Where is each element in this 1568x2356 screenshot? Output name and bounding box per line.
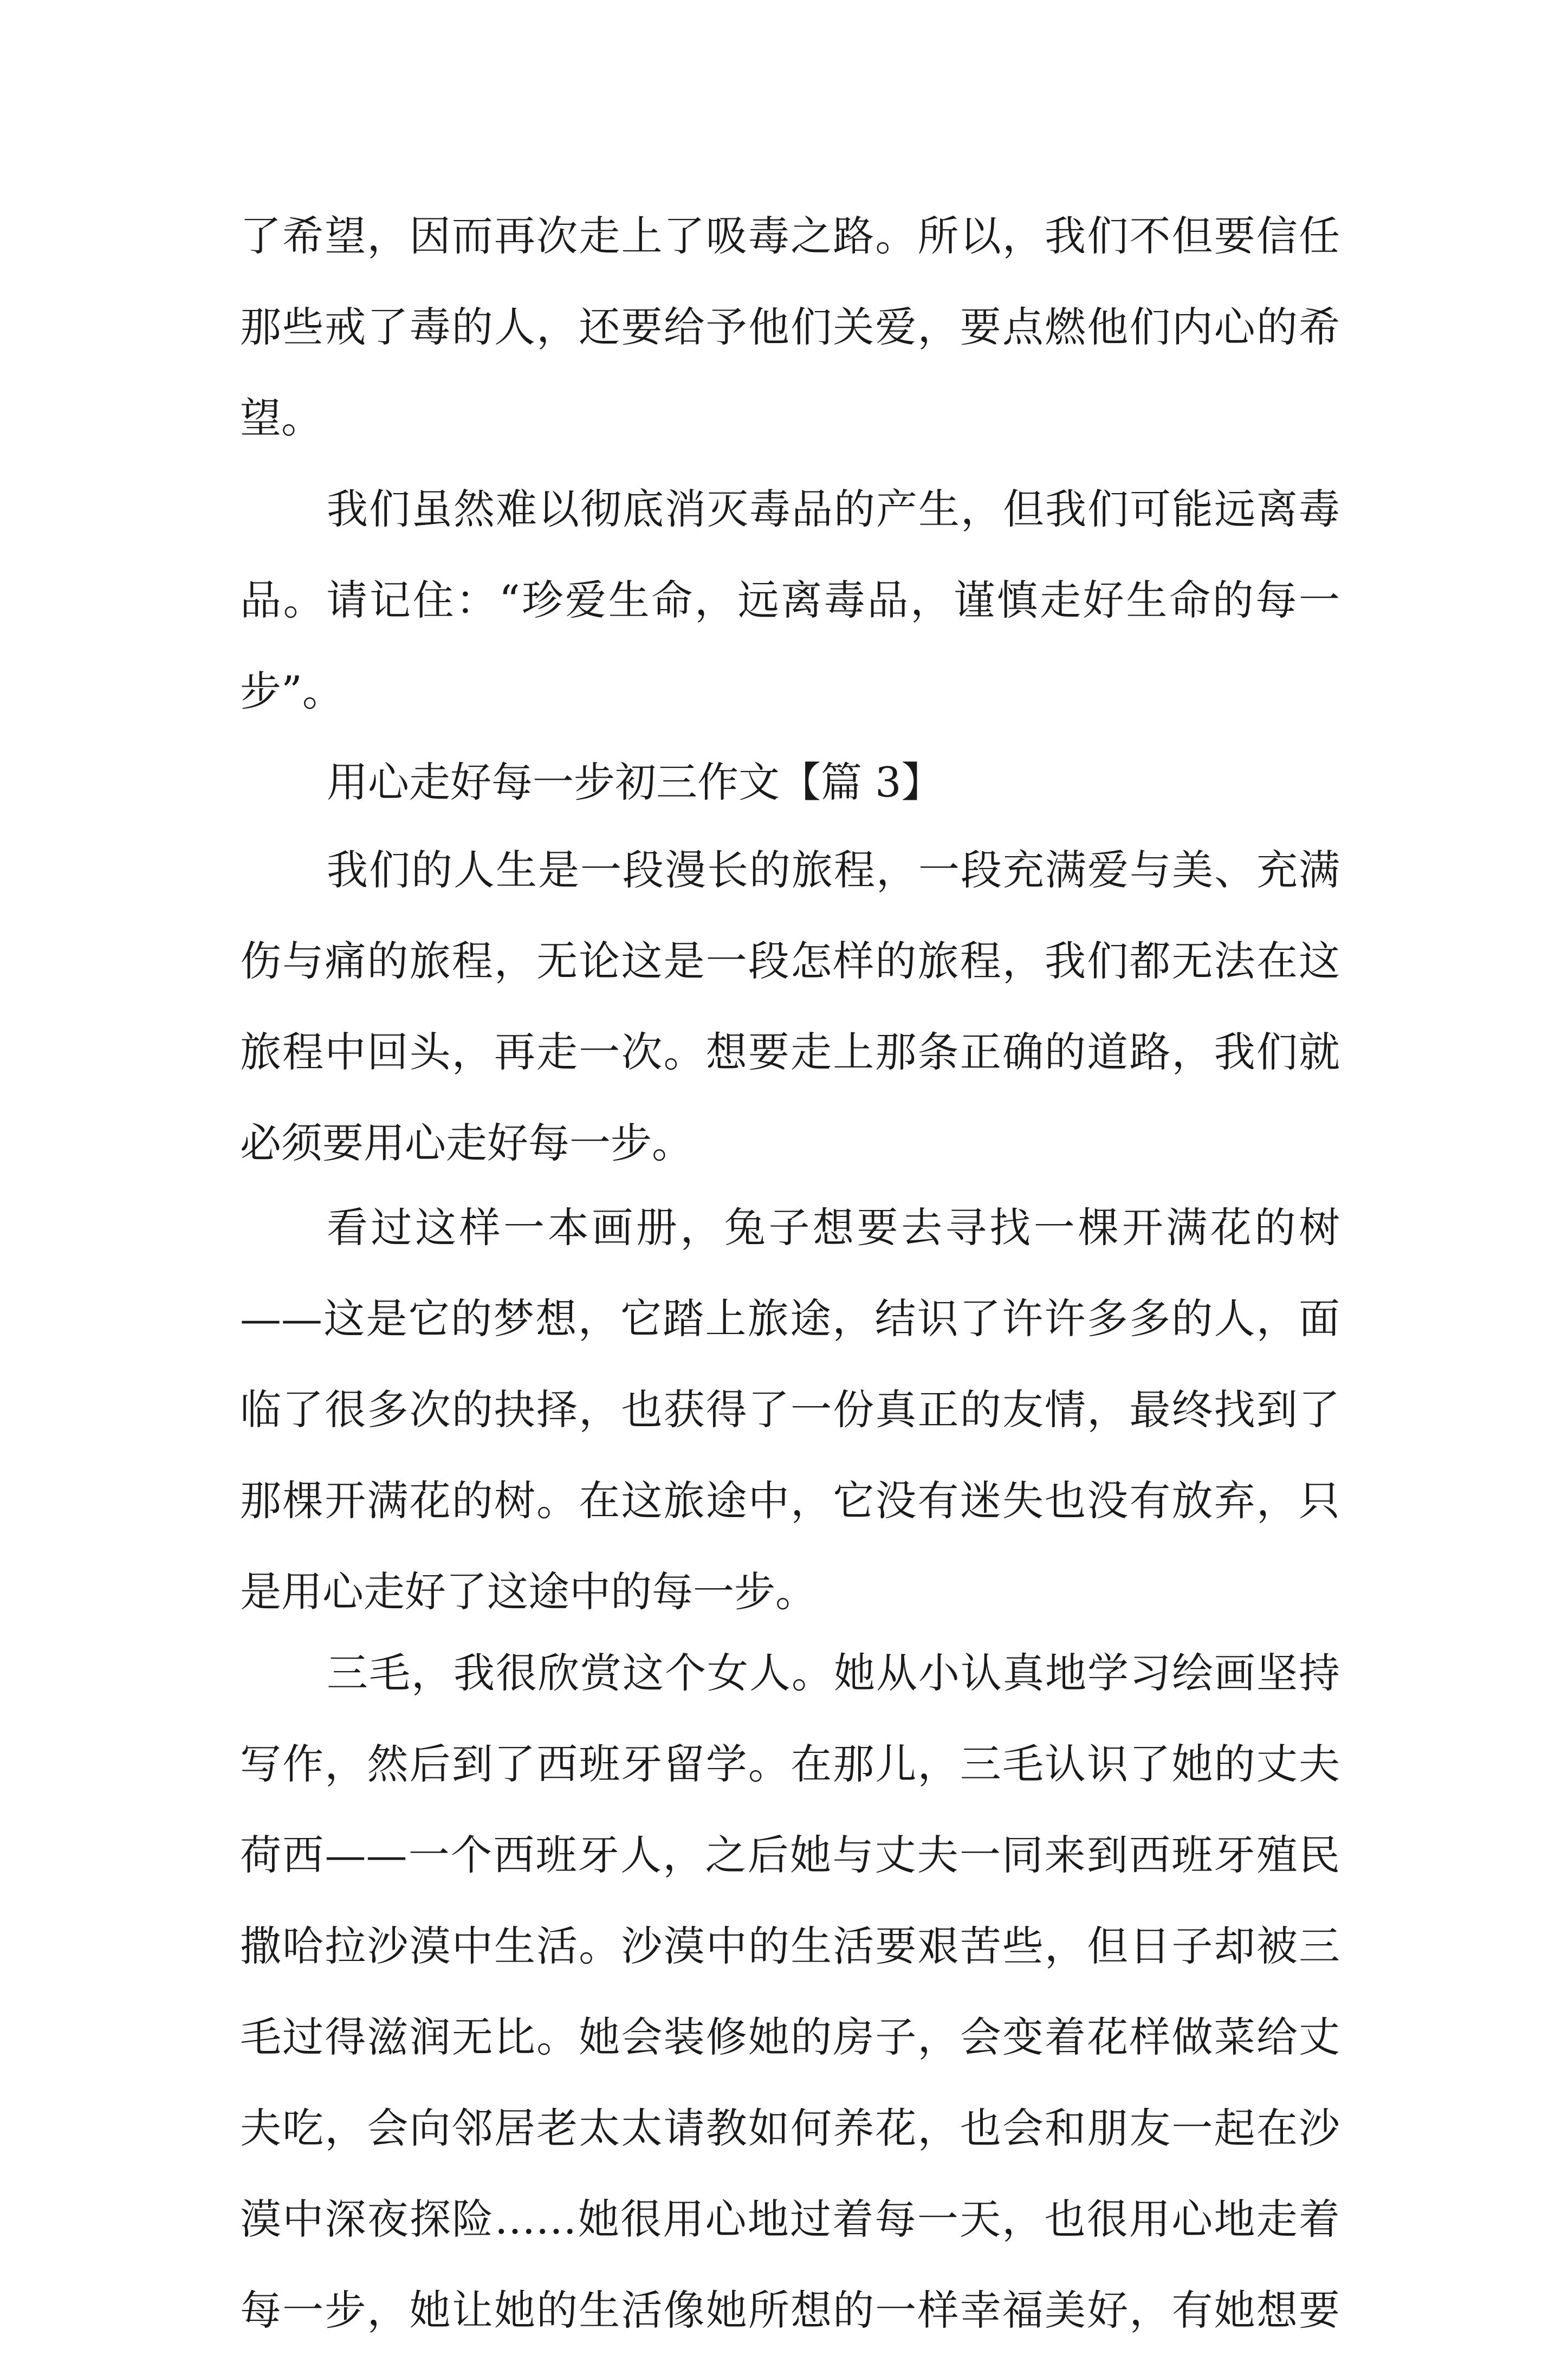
text-line: 临了很多次的抉择，也获得了一份真正的友情，最终找到了 [240,1386,1340,1434]
text-line: 望。 [240,394,322,442]
text-line: 旅程中回头，再走一次。想要走上那条正确的道路，我们就 [240,1028,1340,1076]
text-line: 夫吃，会向邻居老太太请教如何养花，也会和朋友一起在沙 [240,2104,1340,2152]
text-line: 伤与痛的旅程，无论这是一段怎样的旅程，我们都无法在这 [240,937,1340,985]
text-line: 看过这样一本画册，兔子想要去寻找一棵开满花的树 [327,1203,1340,1252]
text-line: 用心走好每一步初三作文【篇 3】 [327,758,943,806]
text-line: 漠中深夜探险……她很用心地过着每一天，也很用心地走着 [240,2195,1340,2243]
text-line: 荷西——一个西班牙人，之后她与丈夫一同来到西班牙殖民 [240,1831,1340,1879]
text-line: 了希望，因而再次走上了吸毒之路。所以，我们不但要信任 [240,212,1340,260]
text-line: 撒哈拉沙漠中生活。沙漠中的生活要艰苦些，但日子却被三 [240,1922,1340,1970]
text-line: 是用心走好了这途中的每一步。 [240,1568,817,1616]
text-line: 那些戒了毒的人，还要给予他们关爱，要点燃他们内心的希 [240,303,1340,351]
text-line: 三毛，我很欣赏这个女人。她从小认真地学习绘画坚持 [327,1649,1340,1697]
text-line: 步”。 [240,667,344,715]
text-line: 我们的人生是一段漫长的旅程，一段充满爱与美、充满 [327,846,1340,894]
text-line: 写作，然后到了西班牙留学。在那儿，三毛认识了她的丈夫 [240,1740,1340,1788]
text-line: ——这是它的梦想，它踏上旅途，结识了许许多多的人，面 [240,1294,1340,1343]
text-line: 那棵开满花的树。在这旅途中，它没有迷失也没有放弃，只 [240,1477,1340,1525]
text-line: 我们虽然难以彻底消灭毒品的产生，但我们可能远离毒 [327,485,1340,533]
text-line: 毛过得滋润无比。她会装修她的房子，会变着花样做菜给丈 [240,2013,1340,2061]
text-line: 必须要用心走好每一步。 [240,1119,693,1167]
text-line: 每一步，她让她的生活像她所想的一样幸福美好，有她想要 [240,2286,1340,2334]
text-line: 品。请记住：“珍爱生命，远离毒品，谨慎走好生命的每一 [240,576,1340,624]
